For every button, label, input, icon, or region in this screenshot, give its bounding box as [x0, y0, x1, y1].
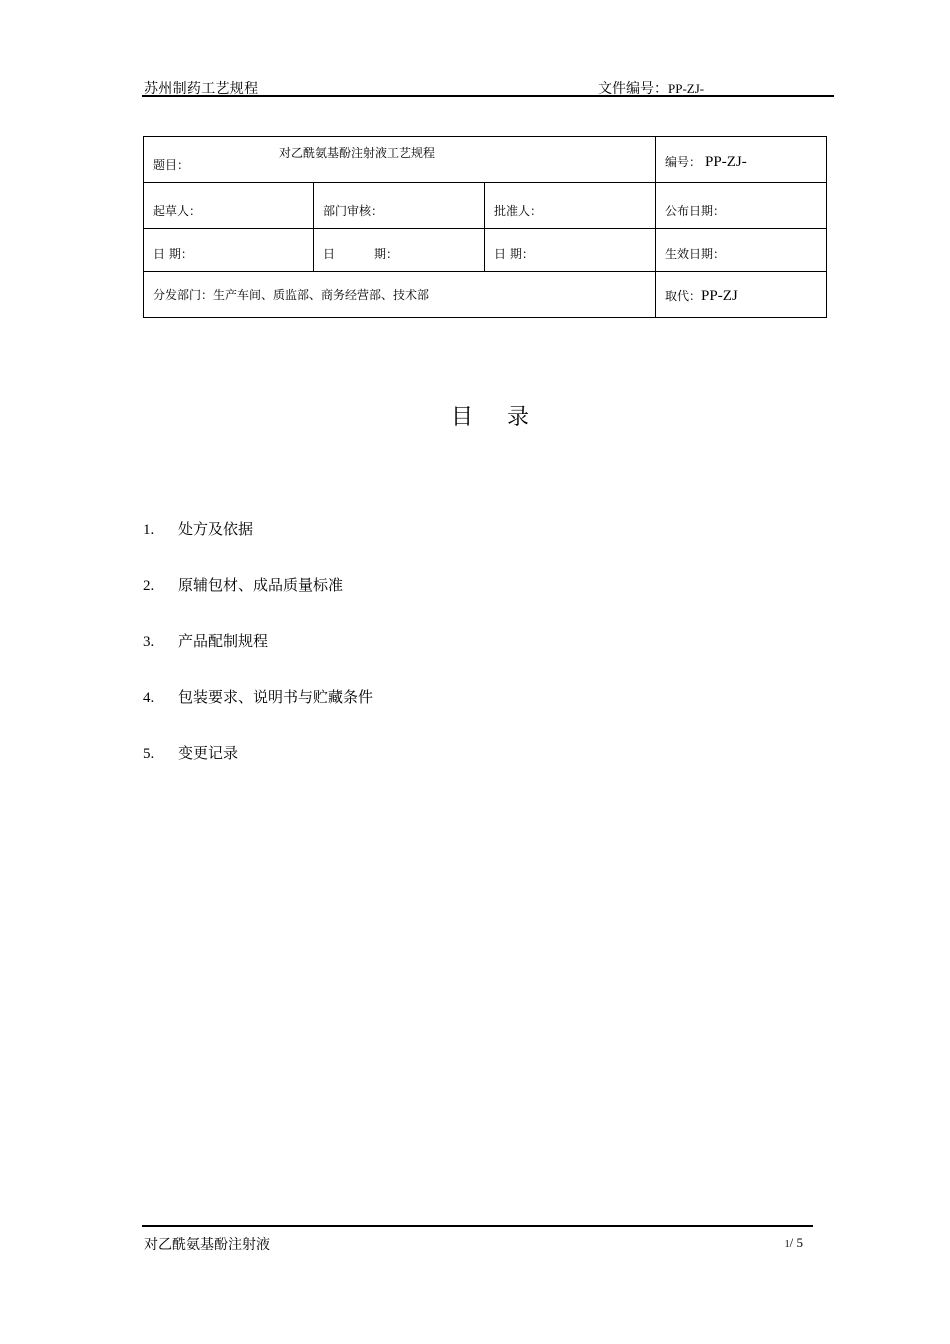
distribution-cell [144, 272, 656, 318]
file-number [598, 78, 704, 98]
replace-label: 取代： [665, 289, 702, 303]
code-cell [656, 137, 827, 183]
replace-cell [656, 272, 827, 318]
table-row [144, 137, 827, 183]
publish-date-cell [656, 183, 827, 229]
date-cell-3 [485, 229, 656, 272]
page-footer [142, 1225, 813, 1257]
page-header [142, 76, 834, 97]
replace-value: PP-ZJ [701, 288, 738, 304]
table-row [144, 183, 827, 229]
code-label: 编号： [665, 155, 702, 169]
date-label-2-a: 日 [323, 247, 336, 261]
drafter-cell [144, 183, 314, 229]
toc-item-number: 4. [143, 690, 155, 706]
list-item[interactable] [143, 686, 373, 742]
table-row [144, 229, 827, 272]
file-number-label: 文件编号： [598, 81, 668, 97]
toc-item-text: 产品配制规程 [178, 632, 269, 650]
toc-item-number: 2. [143, 578, 155, 594]
footer-product-name: 对乙酰氨基酚注射液 [144, 1237, 270, 1253]
list-item[interactable] [143, 742, 373, 798]
list-item[interactable] [143, 574, 373, 630]
dept-review-label: 部门审核： [323, 204, 384, 218]
date-cell-2 [314, 229, 485, 272]
title-cell [144, 137, 656, 183]
toc-item-text: 包装要求、说明书与贮藏条件 [178, 688, 374, 706]
title-label: 题目： [153, 158, 190, 172]
date-label-1: 日 期： [153, 247, 193, 261]
approver-cell [485, 183, 656, 229]
toc-item-number: 3. [143, 634, 155, 650]
toc-item-number: 1. [143, 522, 155, 538]
table-row [144, 272, 827, 318]
date-label-3: 日 期： [494, 247, 534, 261]
effective-date-cell [656, 229, 827, 272]
date-label-2-b: 期： [374, 247, 399, 261]
effective-date-label: 生效日期： [665, 247, 726, 261]
code-value: PP-ZJ- [705, 154, 747, 170]
toc-item-number: 5. [143, 746, 155, 762]
page-total: / 5 [789, 1235, 803, 1250]
publish-date-label: 公布日期： [665, 204, 726, 218]
page-number [785, 1235, 803, 1251]
file-number-value: PP-ZJ- [668, 81, 705, 96]
dept-review-cell [314, 183, 485, 229]
drafter-label: 起草人： [153, 204, 202, 218]
toc-item-text: 变更记录 [178, 744, 239, 762]
list-item[interactable] [143, 630, 373, 686]
toc-title [0, 400, 950, 431]
company-name: 苏州制药工艺规程 [144, 81, 259, 97]
approver-label: 批准人： [494, 204, 543, 218]
toc-list [143, 518, 373, 798]
toc-title-char-2: 录 [507, 405, 530, 430]
document-info-table [143, 136, 827, 318]
toc-item-text: 原辅包材、成品质量标准 [178, 576, 344, 594]
toc-item-text: 处方及依据 [178, 520, 254, 538]
document-title: 对乙酰氨基酚注射液工艺规程 [279, 146, 436, 160]
toc-title-char-1: 目 [450, 405, 473, 430]
distribution-label: 分发部门：生产车间、质监部、商务经营部、技术部 [153, 288, 430, 302]
page-current: 1 [784, 1239, 790, 1250]
date-cell-1 [144, 229, 314, 272]
list-item[interactable] [143, 518, 373, 574]
